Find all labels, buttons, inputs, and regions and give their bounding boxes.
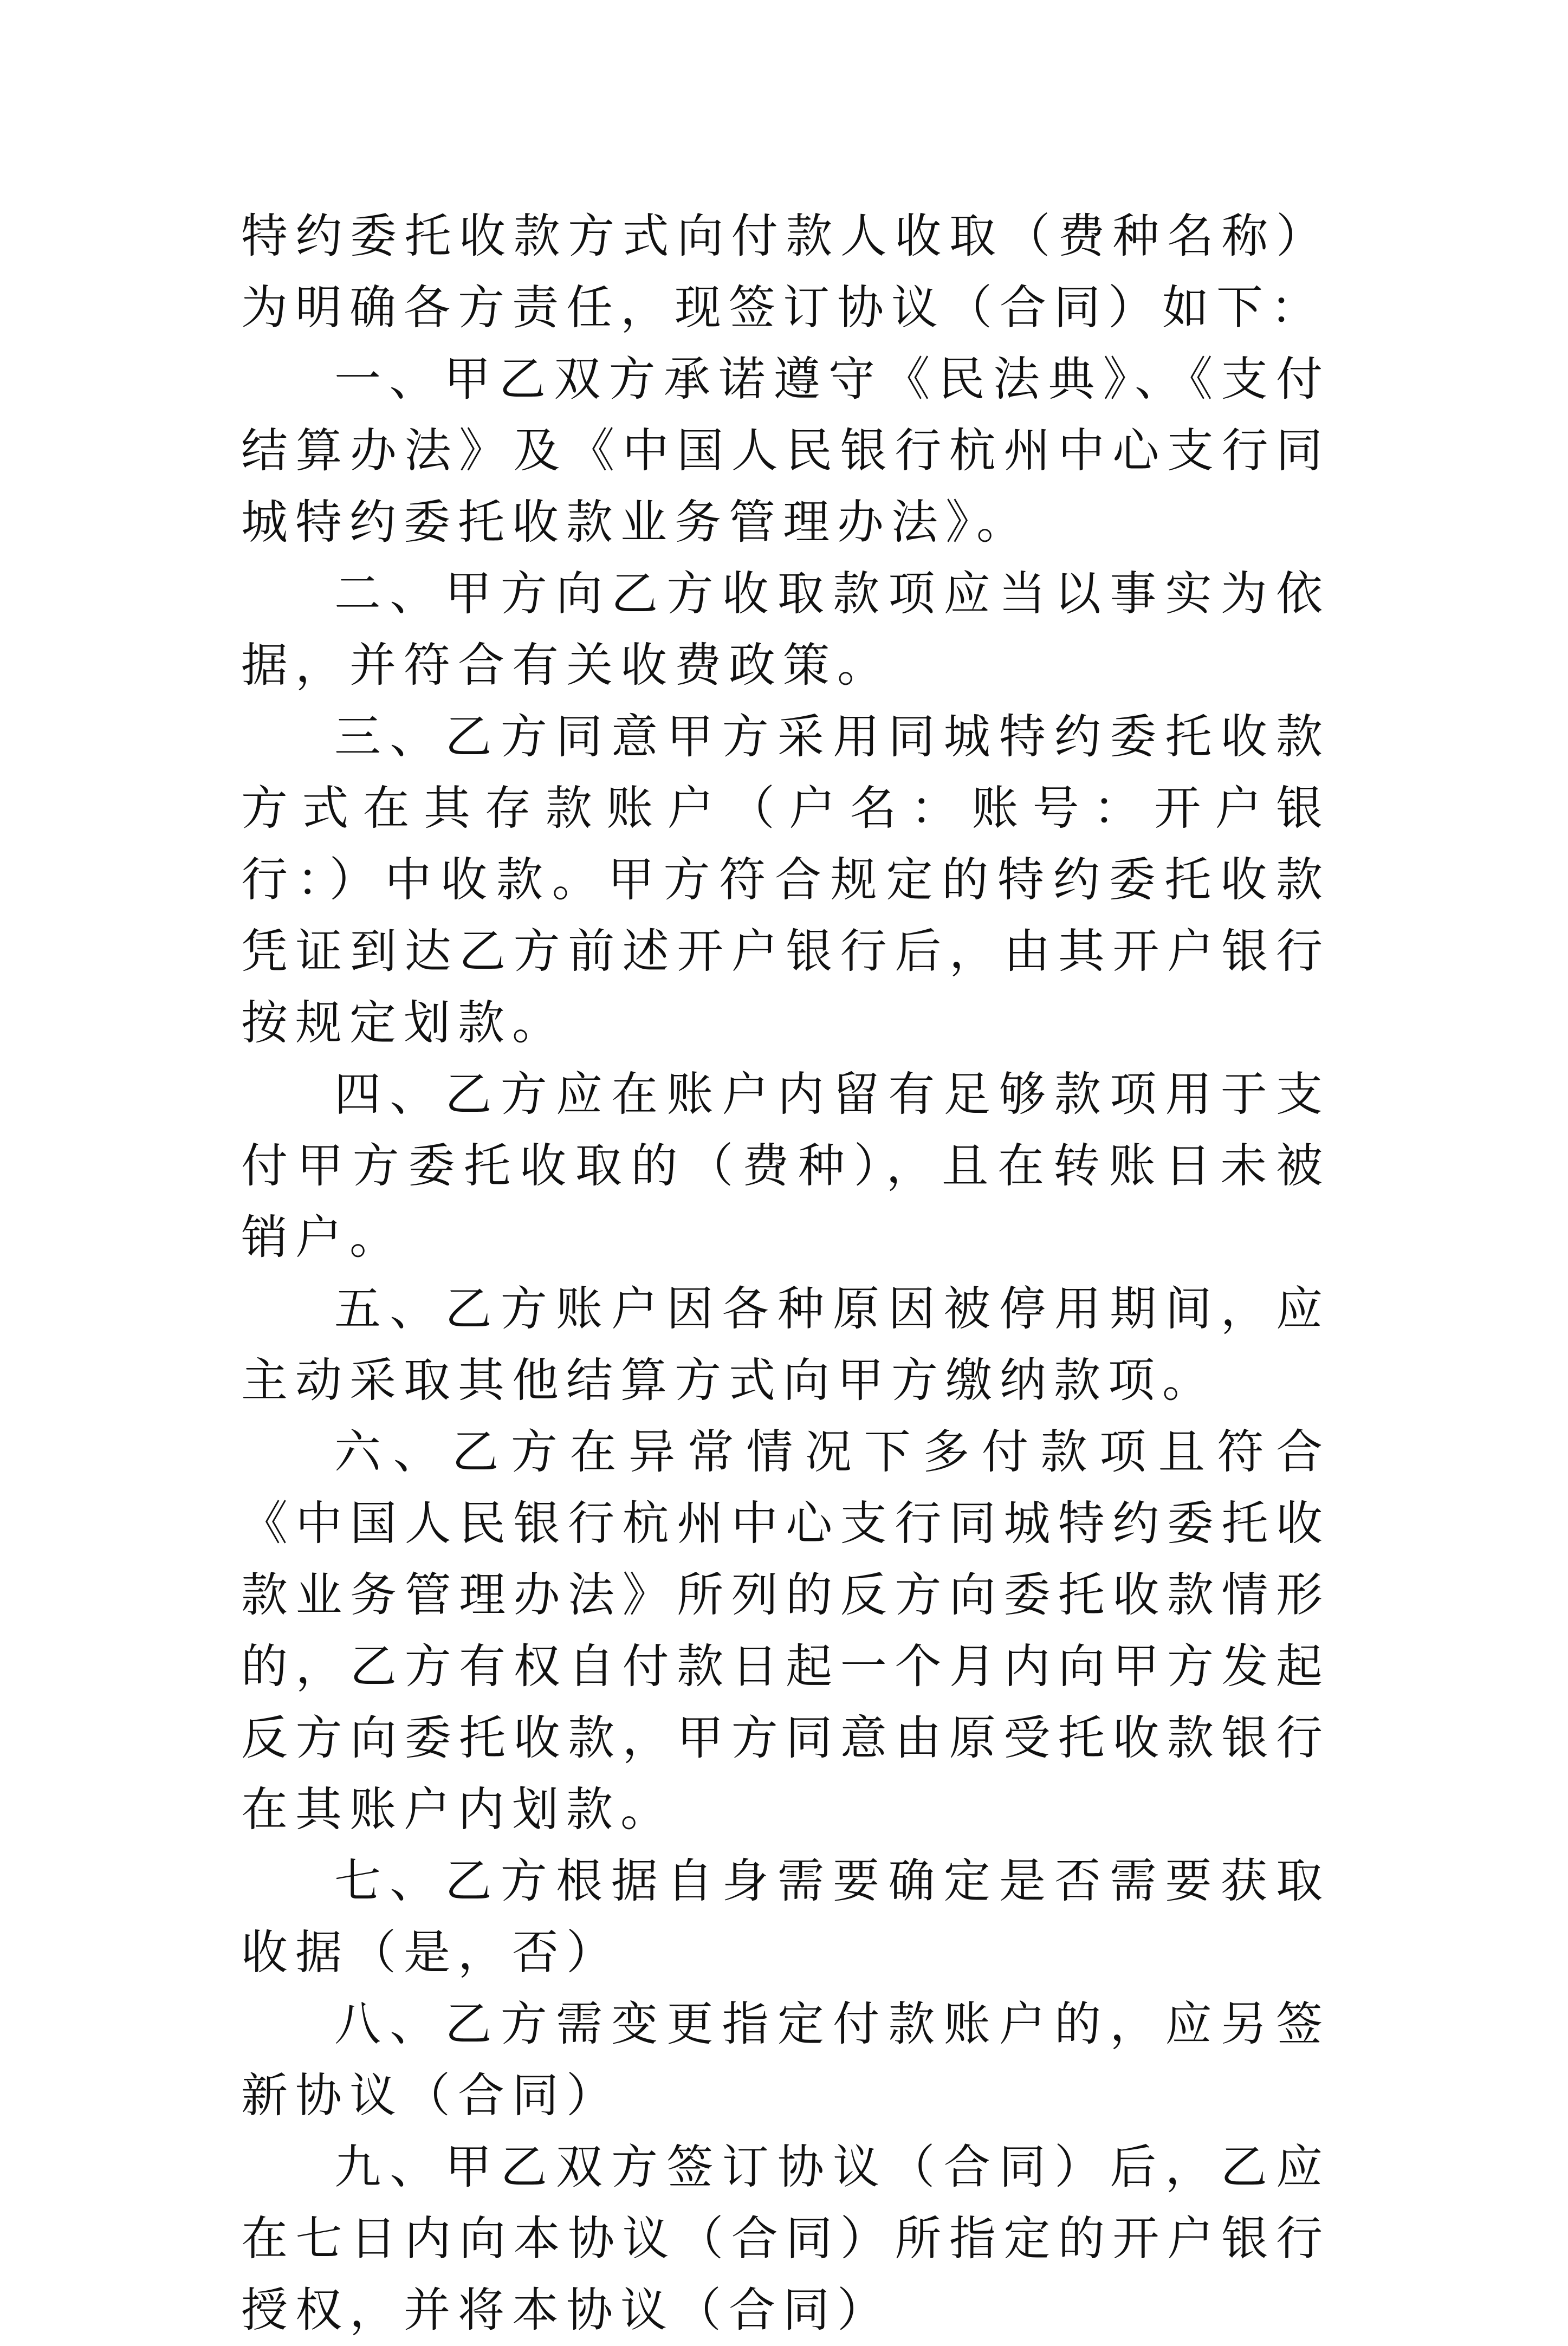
clause-9: 九、甲乙双方签订协议（合同）后，乙应在七日内向本协议（合同）所指定的开户银行授权，并将本协议（合同） [241,2140,1330,2337]
clause-2: 二、甲方向乙方收取款项应当以事实为依据，并符合有关收费政策。 [241,567,1330,692]
clause-4: 四、乙方应在账户内留有足够款项用于支付甲方委托收取的（费种），且在转账日未被销户。 [241,1067,1330,1265]
paragraph-continuation: 特约委托收款方式向付款人收取（费种名称）为明确各方责任，现签订协议（合同）如下： [241,209,1330,335]
clause-6: 六、乙方在异常情况下多付款项且符合《中国人民银行杭州中心支行同城特约委托收款业务管理办法》所列的反方向委托收款情形的，乙方有权自付款日起一个月内向甲方发起反方向委托收款，甲方同意由原受托收款银行在其账户内划款。 [241,1425,1330,1837]
clause-8: 八、乙方需变更指定付款账户的，应另签新协议（合同） [241,1997,1330,2123]
clause-7: 七、乙方根据自身需要确定是否需要获取收据（是，否） [241,1854,1330,1980]
document-body [241,200,1330,2346]
clause-1: 一、甲乙双方承诺遵守《民法典》、《支付结算办法》及《中国人民银行杭州中心支行同城特约委托收款业务管理办法》。 [241,352,1330,549]
clause-3: 三、乙方同意甲方采用同城特约委托收款方式在其存款账户（户名：账号：开户银行：）中收款。甲方符合规定的特约委托收款凭证到达乙方前述开户银行后，由其开户银行按规定划款。 [241,710,1330,1050]
clause-5: 五、乙方账户因各种原因被停用期间，应主动采取其他结算方式向甲方缴纳款项。 [241,1282,1330,1408]
